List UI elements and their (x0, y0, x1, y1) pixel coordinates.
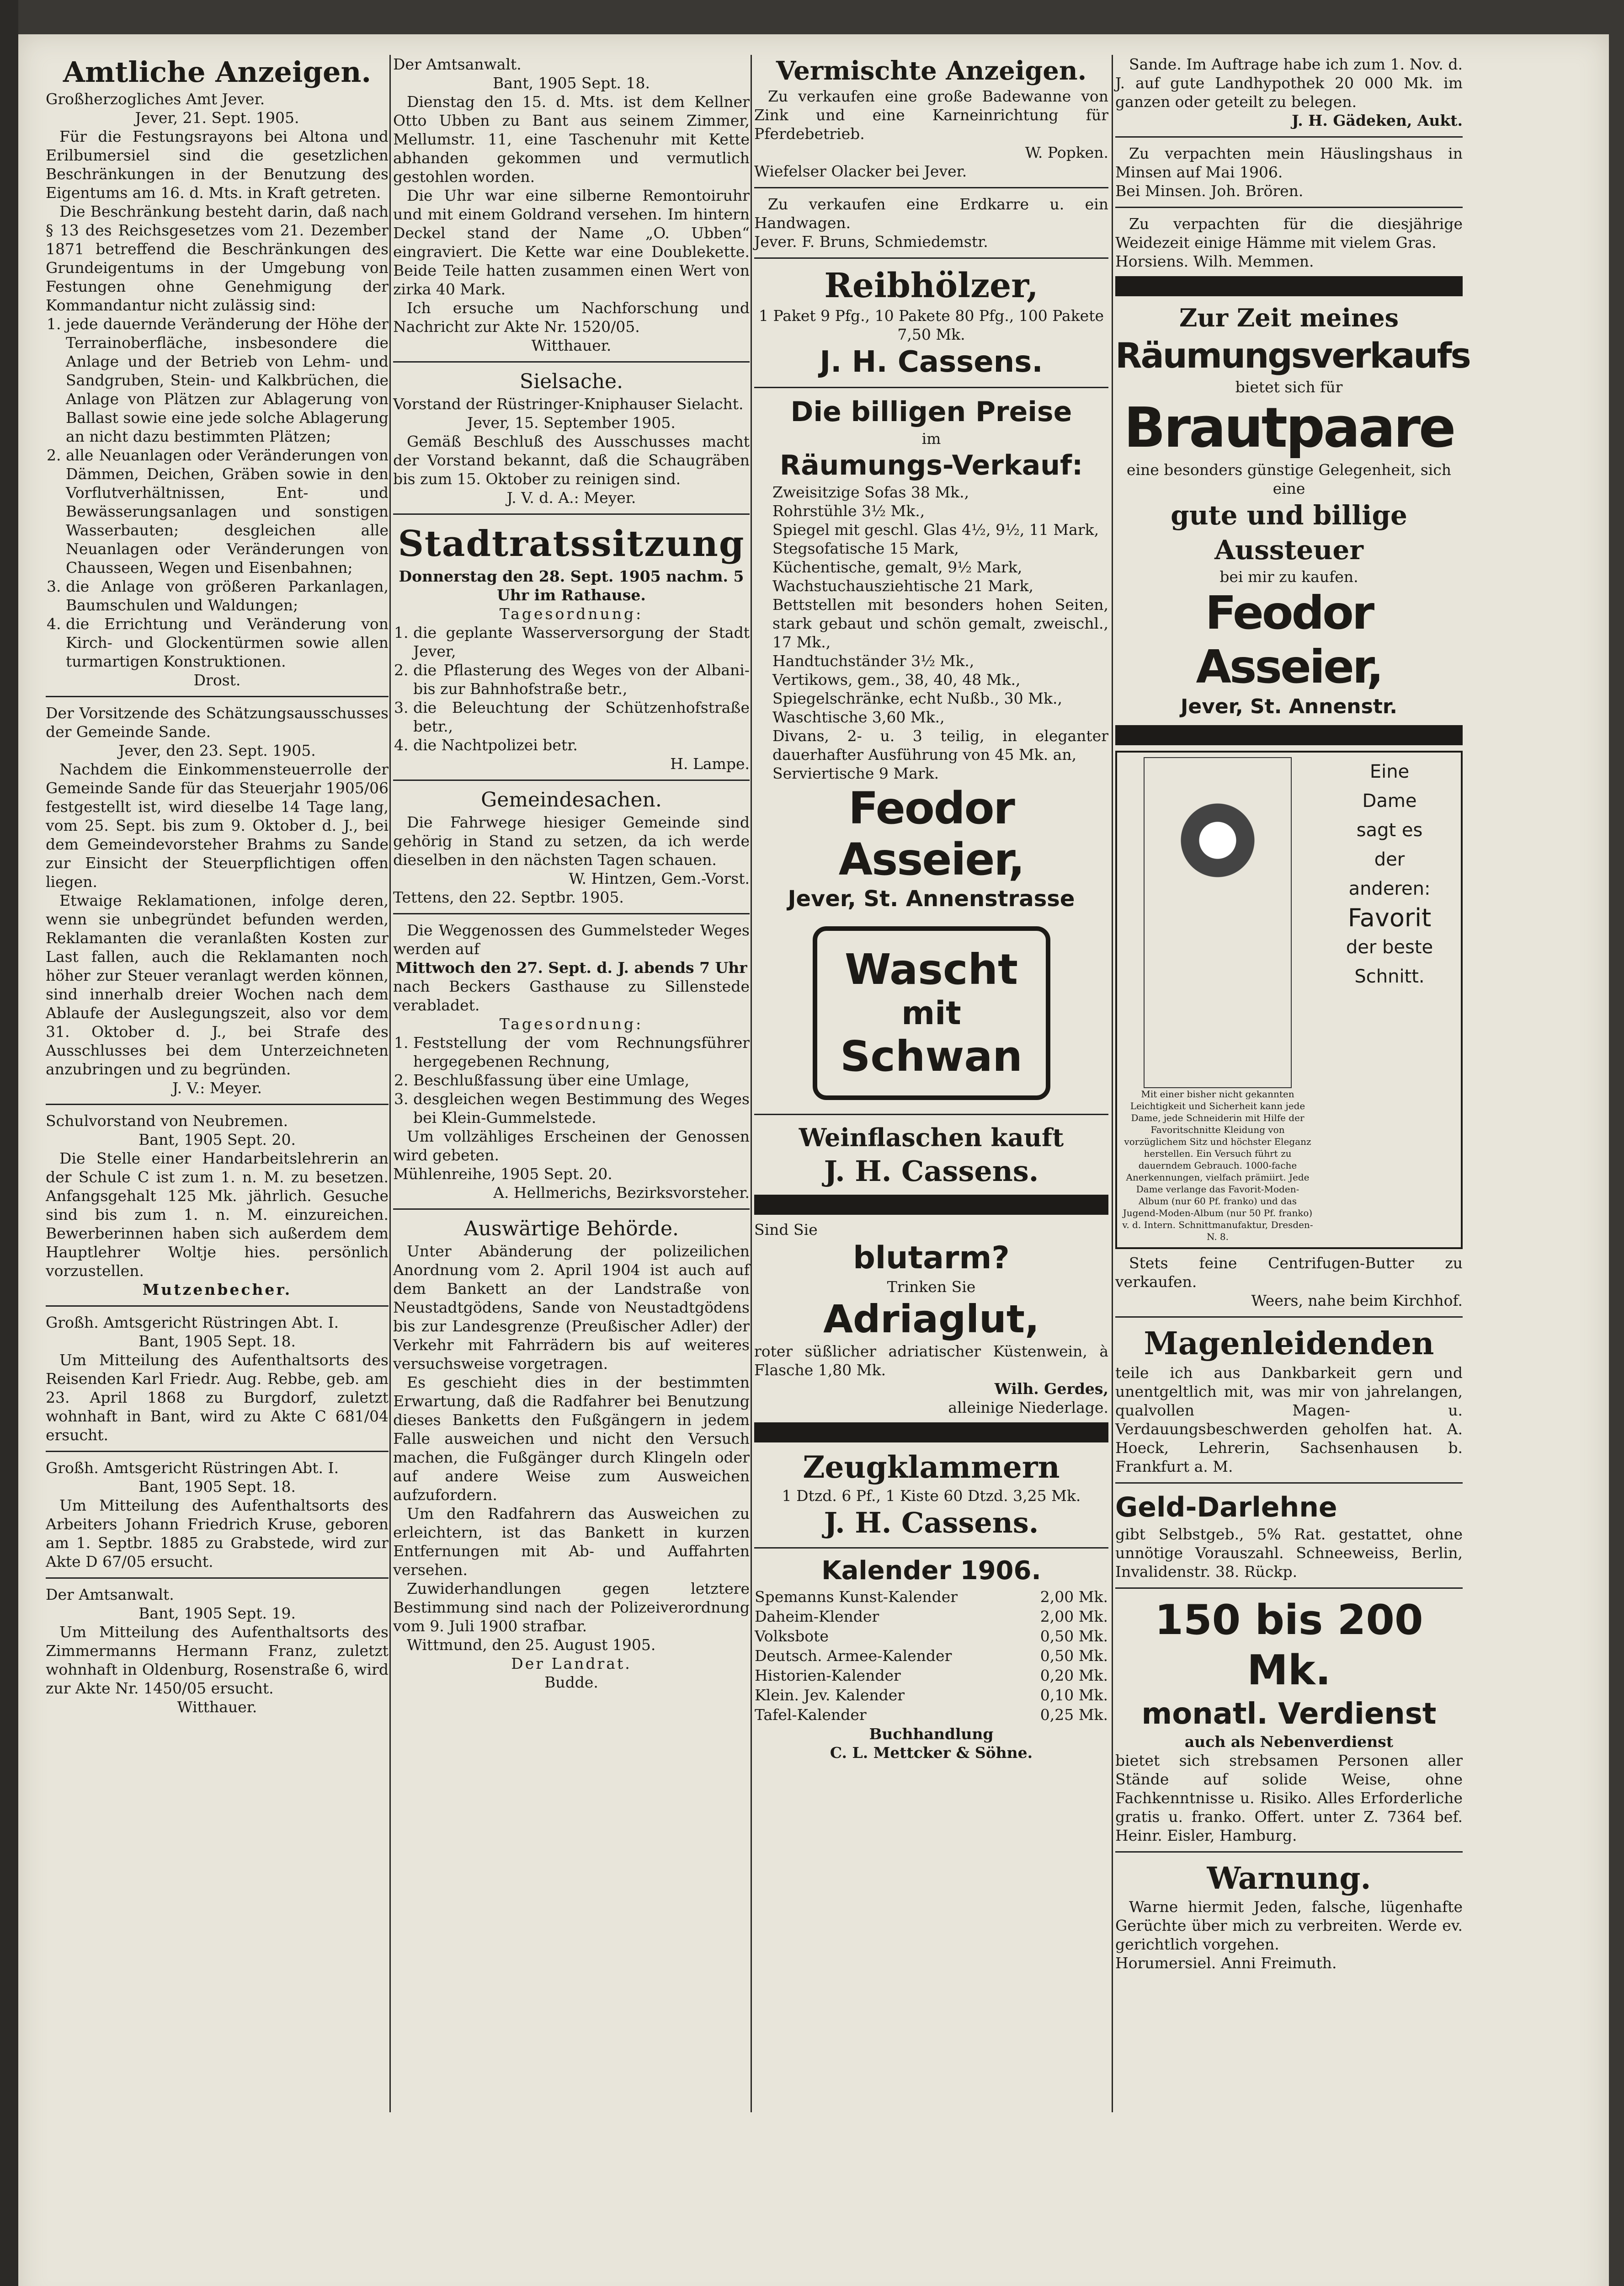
table-cell: Daheim-Klender (755, 1608, 879, 1625)
favorit-ad-left (1122, 757, 1314, 1243)
notice-signature: Mutzenbecher. (142, 1281, 292, 1298)
notice-signature: J. V.: Meyer. (172, 1079, 262, 1097)
ad-title: Die billigen Preise (790, 396, 1072, 428)
notice-body: Die Fahrwege hiesiger Gemeinde sind gehörig in Stand zu setzen, da ich werde dieselben in den nächsten Tagen schauen. (393, 813, 750, 869)
ad-text: Eine (1369, 761, 1410, 782)
ad-title: monatl. Verdienst (1141, 1697, 1437, 1731)
divider (1115, 1851, 1463, 1853)
notice-date: Bant, 1905 Sept. 19. (138, 1604, 296, 1622)
lady-illustration (1144, 757, 1292, 1088)
divider (1115, 207, 1463, 208)
notice-date: Mühlenreihe, 1905 Sept. 20. (393, 1165, 612, 1183)
table-row (754, 1666, 1108, 1685)
ad-address: Jever, St. Annenstr. (1181, 695, 1397, 718)
notice-body: Die Uhr war eine silberne Remontoiruhr und mit einem Goldrand versehen. Im hintern Deckel stand der Name „O. Ubben“ eingraviert. Die Kette war eine Doublekette. Beide Teile hatten zusammen einen Wert von zirka 40 Mark. (393, 187, 750, 298)
notice-signature: Budde. (544, 1673, 598, 1691)
divider (46, 1577, 389, 1579)
divider (754, 387, 1108, 388)
table-cell: 0,10 Mk. (1040, 1686, 1108, 1704)
ad-place: Wiefelser Olacker bei Jever. (754, 162, 967, 180)
ad-firm: J. H. Cassens. (820, 345, 1043, 379)
ad-body: roter süßlicher adriatischer Küstenwein, à Flasche 1,80 Mk. (754, 1342, 1108, 1379)
ad-signature: Weers, nahe beim Kirchhof. (1251, 1292, 1463, 1309)
notice-signature: W. Hintzen, Gem.-Vorst. (569, 870, 750, 887)
notice-heading: Großh. Amtsgericht Rüstringen Abt. I. (46, 1459, 339, 1477)
table-cell: 0,25 Mk. (1040, 1706, 1108, 1724)
notice-body: Um den Radfahrern das Ausweichen zu erleichtern, ist das Bankett in kurzen Entfernungen mit Ab- und Auffahrten versehen. (393, 1505, 750, 1579)
section-title: Vermischte Anzeigen. (776, 56, 1087, 86)
ad-text: Dame (1362, 790, 1417, 812)
notice-heading: Der Amtsanwalt. (393, 55, 522, 73)
ad-body: gibt Selbstgeb., 5% Rat. gestattet, ohne unnötige Vorauszahl. Schneeweiss, Berlin, Invalidenstr. 38. Rückp. (1115, 1525, 1463, 1581)
divider (393, 513, 750, 515)
calendar-price-table (754, 1587, 1108, 1725)
agenda-label: Tagesordnung: (499, 1015, 644, 1033)
notice-heading: Schulvorstand von Neubremen. (46, 1112, 288, 1130)
notice-date: Jever, den 23. Sept. 1905. (118, 742, 316, 759)
divider (46, 696, 389, 697)
ad-firm: J. H. Cassens. (824, 1506, 1039, 1539)
notice-body: Nachdem die Einkommensteuerrolle der Gemeinde Sande für das Steuerjahr 1905/06 festgestellt ist, wird dieselbe 14 Tage lang, vom 25. Sept. bis zum 9. Oktober d. J., bei dem Gemeindevorsteher Brahms zu Sande zur Einsicht der Steuerpflichtigen offen liegen. (46, 760, 389, 891)
section-title: Amtliche Anzeigen. (63, 55, 372, 89)
notice-signature: J. V. d. A.: Meyer. (506, 489, 636, 507)
divider (1115, 1587, 1463, 1589)
table-cell: 2,00 Mk. (1040, 1608, 1108, 1625)
notice-date: Jever, 15. September 1905. (467, 414, 676, 432)
ad-text: anderen: (1348, 878, 1431, 899)
notice-signature: H. Lampe. (670, 755, 750, 773)
notice-body: Um Mitteilung des Aufenthaltsorts des Arbeiters Johann Friedrich Kruse, geboren am 1. Septbr. 1885 zu Grabstede, wird zur Akte D 67/05 ersucht. (46, 1496, 389, 1570)
ad-text: auch als Nebenverdienst (1184, 1733, 1394, 1751)
list-item: 3. die Anlage von größeren Parkanlagen, Baumschulen und Waldungen; (66, 577, 389, 614)
ad-brand: Favorit (1347, 903, 1432, 932)
ad-text: Zur Zeit meines (1179, 303, 1399, 332)
ad-title: Reibhölzer, (824, 266, 1038, 305)
list-item: Zweisitzige Sofas 38 Mk., (772, 483, 969, 501)
table-cell: 2,00 Mk. (1040, 1588, 1108, 1606)
section-title: Sielsache. (519, 370, 623, 393)
ad-small-print: Mit einer bisher nicht gekannten Leichtigkeit und Sicherheit kann jede Dame, jede Schneiderin mit Hilfe der Favoritschnitte Kleidung von vorzüglichem Sitz und höchster Eleganz herstellen. Ein Versuch führt zu dauerndem Gebrauch. 1000-fache Anerkennungen, vielfach prämiirt. Jede Dame verlange das Favorit-Moden-Album (nur 60 Pf. franko) und das Jugend-Moden-Album (nur 50 Pf. franko) v. d. Intern. Schnittmanufaktur, Dresden-N. 8. (1122, 1089, 1313, 1242)
table-cell: Deutsch. Armee-Kalender (755, 1647, 952, 1665)
notice-date: Jever, 21. Sept. 1905. (135, 109, 299, 127)
ad-title: blutarm? (853, 1240, 1010, 1276)
notice-heading: Großh. Amtsgericht Rüstringen Abt. I. (46, 1314, 339, 1331)
ad-title: 150 bis 200 Mk. (1155, 1596, 1423, 1694)
table-cell: Spemanns Kunst-Kalender (755, 1588, 958, 1606)
table-row (754, 1705, 1108, 1725)
table-row (754, 1685, 1108, 1705)
favorit-ad-box (1115, 751, 1463, 1249)
agenda-label: Tagesordnung: (499, 605, 644, 623)
column-rule (751, 55, 752, 2112)
favorit-ad-right (1323, 757, 1456, 1243)
notice-body: Etwaige Reklamationen, infolge deren, wenn sie unbegründet befunden werden, Reklamanten die veranlaßten Kosten zur Last fallen, auch die Reklamanten noch höher zur Steuer veranlagt werden können, sind innerhalb dreier Wochen nach dem Ablaufe der Auslegungszeit, also vor dem 31. Oktober d. J., bei Strafe des Ausschlusses bei dem Unterzeichneten anzubringen und zu begründen. (46, 892, 389, 1078)
notice-body: Die Beschränkung besteht darin, daß nach § 13 des Reichsgesetzes vom 21. Dezember 1871 betreffend die Beschränkungen des Grundeigentums in der Umgebung von Festungen ohne Genehmigung der Kommandantur nicht zulässig sind: (46, 203, 389, 314)
list-item: 4. die Errichtung und Veränderung von Kirch- und Glockentürmen sowie allen turmartigen Konstruktionen. (66, 614, 389, 671)
notice-body: Die Stelle einer Handarbeitslehrerin an der Schule C ist zum 1. n. M. zu besetzen. Anfangsgehalt 125 Mk. jährlich. Gesuche sind bis zum 1. n. M. einzureichen. Bewerberinnen haben sich außerdem dem Hauptlehrer Woltje hies. persönlich vorzustellen. (46, 1149, 389, 1280)
ad-title: Schwan (840, 1032, 1022, 1081)
divider (1115, 1482, 1463, 1484)
notice-heading: Vorstand der Rüstringer-Kniphauser Sielacht. (393, 395, 744, 413)
ad-brand: Adriaglut, (823, 1297, 1039, 1341)
column-rule (1112, 55, 1113, 2112)
notice-body: Die Weggenossen des Gummelsteder Weges werden auf (393, 921, 750, 958)
notice-list (46, 315, 389, 671)
ad-firm: alleinige Niederlage. (948, 1399, 1108, 1416)
ad-firm: C. L. Mettcker & Söhne. (830, 1744, 1033, 1762)
divider (46, 1305, 389, 1307)
ad-text: Schnitt. (1354, 966, 1425, 987)
ad-body: Zu verpachten mein Häuslingshaus in Minsen auf Mai 1906. (1115, 144, 1463, 181)
ad-text: im (921, 430, 941, 448)
ad-text: der beste (1346, 937, 1433, 958)
column-rule (389, 55, 391, 2112)
section-title: Auswärtige Behörde. (464, 1217, 679, 1240)
column-1 (46, 55, 389, 1716)
notice-signature: A. Hellmerichs, Bezirksvorsteher. (493, 1184, 750, 1202)
list-item: Serviertische 9 Mark. (772, 764, 939, 782)
ad-text: Sind Sie (754, 1221, 818, 1239)
notice-heading: Der Vorsitzende des Schätzungsausschusses der Gemeinde Sande. (46, 704, 389, 741)
notice-date: Bant, 1905 Sept. 20. (138, 1131, 296, 1148)
ad-title: Räumungs-Verkauf: (779, 449, 1083, 481)
ad-text: eine besonders günstige Gelegenheit, sich eine (1126, 461, 1452, 497)
notice-body: Um Mitteilung des Aufenthaltsorts des Reisenden Karl Friedr. Aug. Rebbe, geb. am 23. April 1868 zu Burgdorf, zuletzt wohnhaft in Bant, wird zu Akte C 681/04 ersucht. (46, 1351, 389, 1444)
section-title: Gemeindesachen. (481, 788, 662, 812)
ad-text: bei mir zu kaufen. (1219, 568, 1358, 586)
list-item: 1. Feststellung der vom Rechnungsführer hergegebenen Rechnung, (413, 1033, 750, 1071)
ad-firm: J. H. Cassens. (824, 1154, 1039, 1188)
ad-title: Weinflaschen kauft (799, 1123, 1064, 1152)
notice-signature: Drost. (193, 671, 241, 689)
ad-signature: W. Popken. (1025, 144, 1108, 161)
ad-text: Trinken Sie (887, 1278, 976, 1296)
ad-text: bietet sich für (1235, 378, 1343, 396)
ad-body: 1 Dtzd. 6 Pf., 1 Kiste 60 Dtzd. 3,25 Mk. (782, 1487, 1081, 1505)
table-cell: Tafel-Kalender (755, 1706, 867, 1724)
meeting-time: Donnerstag den 28. Sept. 1905 nachm. 5 Uhr im Rathause. (399, 567, 744, 604)
black-bar (1115, 725, 1463, 745)
ad-address: Jever, St. Annenstrasse (788, 886, 1075, 912)
ad-signature: Horsiens. Wilh. Memmen. (1115, 252, 1314, 270)
notice-body: Dienstag den 15. d. Mts. ist dem Kellner Otto Ubben zu Bant aus seinem Zimmer, Mellumstr. 11, eine Taschenuhr mit Kette abhanden gekommen und vermutlich gestohlen worden. (393, 93, 750, 186)
table-row (754, 1607, 1108, 1626)
list-item: Küchentische, gemalt, 9½ Mark, (772, 558, 1022, 576)
list-item: 1. die geplante Wasserversorgung der Stadt Jever, (413, 623, 750, 661)
ad-body: bietet sich strebsamen Personen aller Stände auf solide Weise, ohne Fachkenntnisse u. Risiko. Alles Erforderliche gratis u. franko. Offert. unter Z. 7364 bef. Heinr. Eisler, Hamburg. (1115, 1752, 1463, 1844)
notice-body: Es geschieht dies in der bestimmten Erwartung, daß die Radfahrer bei Benutzung dieses Banketts den Fußgängern in jedem Falle ausweichen und nicht den Versuch machen, die Fußgänger durch Klingeln oder auf andere Weise zum Ausweichen aufzufordern. (393, 1373, 750, 1504)
ad-title: Kalender 1906. (821, 1556, 1041, 1586)
notice-signature: Der Landrat. (511, 1655, 632, 1672)
column-3 (754, 55, 1108, 1762)
ad-body: Stets feine Centrifugen-Butter zu verkaufen. (1115, 1254, 1463, 1291)
ad-body: Zu verkaufen eine Erdkarre u. ein Handwagen. (754, 195, 1108, 232)
table-cell: Volksbote (755, 1627, 829, 1645)
black-bar (1115, 276, 1463, 296)
ad-title: mit (901, 994, 961, 1032)
notice-heading: Der Amtsanwalt. (46, 1586, 174, 1603)
table-cell: Klein. Jev. Kalender (755, 1686, 905, 1704)
list-item: 3. desgleichen wegen Bestimmung des Weges bei Klein-Gummelstede. (413, 1090, 750, 1127)
ad-signature: Bei Minsen. Joh. Brören. (1115, 182, 1304, 200)
agenda-list (393, 623, 750, 754)
column-2 (393, 55, 750, 1692)
notice-date: Tettens, den 22. Septbr. 1905. (393, 888, 624, 906)
divider (393, 913, 750, 914)
list-item: Spiegelschränke, echt Nußb., 30 Mk., (772, 689, 1062, 707)
divider (754, 187, 1108, 188)
ad-signature: Jever. F. Bruns, Schmiedemstr. (754, 233, 988, 251)
schwan-ad-box (813, 926, 1050, 1100)
notice-body: Zuwiderhandlungen gegen letztere Bestimmung sind nach der Polizeiverordnung vom 9. Juli 1900 strafbar. (393, 1580, 750, 1635)
notice-signature: Witthauer. (177, 1698, 257, 1716)
ad-body: 1 Paket 9 Pfg., 10 Pakete 80 Pfg., 100 Pakete 7,50 Mk. (758, 307, 1104, 343)
list-item: Handtuchständer 3½ Mk., (772, 652, 974, 670)
list-item: 2. Beschlußfassung über eine Umlage, (413, 1071, 750, 1090)
divider (1115, 1316, 1463, 1318)
ad-firm: Wilh. Gerdes, (994, 1380, 1108, 1398)
notice-body: Gemäß Beschluß des Ausschusses macht der Vorstand bekannt, daß die Schaugräben bis zum 15. Oktober zu reinigen sind. (393, 433, 750, 488)
ad-text: sagt es (1356, 820, 1423, 841)
ad-title: Räumungsverkaufs (1115, 335, 1470, 376)
table-cell: 0,50 Mk. (1040, 1627, 1108, 1645)
notice-date: Bant, 1905 Sept. 18. (138, 1478, 296, 1496)
list-item: Rohrstühle 3½ Mk., (772, 502, 925, 520)
ad-body: Zu verpachten für die diesjährige Weidezeit einige Hämme mit vielem Gras. (1115, 215, 1463, 251)
divider (393, 361, 750, 363)
ad-body: Sande. Im Auftrage habe ich zum 1. Nov. d. J. auf gute Landhypothek 20 000 Mk. im ganzen oder geteilt zu belegen. (1115, 55, 1463, 111)
list-item: 4. die Nachtpolizei betr. (413, 736, 750, 754)
divider (393, 1208, 750, 1210)
ad-firm: Feodor Asseier, (838, 783, 1024, 885)
list-item: Waschtische 3,60 Mk., (772, 708, 945, 726)
ad-firm: Feodor Asseier, (1196, 586, 1382, 694)
black-bar (754, 1195, 1108, 1215)
list-item: 1. jede dauernde Veränderung der Höhe der Terrainoberfläche, insbesondere die Anlage und der Betrieb von Lehm- und Sandgruben, Stein- und Kalkbrüchen, die Anlage von Plätzen zur Ablagerung von Ballast sowie eine jede solche Ablagerung an nicht dazu bestimmten Plätzen; (66, 315, 389, 446)
divider (393, 780, 750, 781)
table-cell: Historien-Kalender (755, 1666, 901, 1684)
ad-title: Magenleidenden (1144, 1325, 1434, 1362)
list-item: Stegsofatische 15 Mark, (772, 539, 959, 557)
divider (754, 1114, 1108, 1115)
notice-body: Unter Abänderung der polizeilichen Anordnung vom 2. April 1904 ist auch auf dem Bankett an der Landstraße von Neustadtgödens, Sande von Neustadtgödens bis zur Landesgrenze (Preußischer Adler) der Verkehr mit Fahrrädern bis auf weiteres versuchsweise vorgetragen. (393, 1242, 750, 1373)
notice-body: Um Mitteilung des Aufenthaltsorts des Zimmermanns Hermann Franz, zuletzt wohnhaft in Oldenburg, Rosenstraße 6, wird zur Akte Nr. 1450/05 ersucht. (46, 1623, 389, 1697)
list-item: 3. die Beleuchtung der Schützenhofstraße betr., (413, 698, 750, 736)
divider (754, 1547, 1108, 1549)
notice-body: Um vollzähliges Erscheinen der Genossen wird gebeten. (393, 1127, 750, 1164)
ad-title: Zeugklammern (803, 1449, 1060, 1485)
ad-title: Warnung. (1207, 1860, 1371, 1896)
notice-date: Bant, 1905 Sept. 18. (493, 74, 650, 92)
notice-body: Für die Festungsrayons bei Altona und Erilbumersiel sind die gesetzlichen Beschränkungen in der Benutzung des Eigentums am 16. d. Mts. in Kraft getreten. (46, 128, 389, 202)
list-item: 2. die Pflasterung des Weges von der Albani- bis zur Bahnhofstraße betr., (413, 661, 750, 698)
page-binding-edge (0, 0, 18, 2286)
list-item: Vertikows, gem., 38, 40, 48 Mk., (772, 671, 1021, 689)
ad-title: Wascht (844, 945, 1018, 994)
section-title: Stadtratssitzung (398, 523, 745, 565)
notice-signature: Witthauer. (531, 336, 612, 354)
notice-body: nach Beckers Gasthause zu Sillenstede verabladet. (393, 977, 750, 1014)
ad-body: teile ich aus Dankbarkeit gern und unentgeltlich mit, was mir von jahrelangen, qualvollen Magen- u. Verdauungsbeschwerden geholfen hat. A. Hoeck, Lehrerin, Sachsenhausen b. Frankfurt a. M. (1115, 1364, 1463, 1475)
notice-date: Bant, 1905 Sept. 18. (138, 1332, 296, 1350)
notice-heading: Großherzogliches Amt Jever. (46, 90, 265, 108)
table-cell: 0,20 Mk. (1040, 1666, 1108, 1684)
list-item: Wachstuchausziehtische 21 Mark, (772, 577, 1033, 595)
notice-date: Wittmund, den 25. August 1905. (407, 1636, 656, 1654)
ad-body: Warne hiermit Jeden, falsche, lügenhafte Gerüchte über mich zu verbreiten. Werde ev. gerichtlich vorgehen. (1115, 1898, 1463, 1953)
table-row (754, 1646, 1108, 1666)
table-row (754, 1626, 1108, 1646)
ad-title: Brautpaare (1123, 396, 1454, 460)
divider (1115, 136, 1463, 138)
divider (46, 1451, 389, 1452)
ad-signature: Horumersiel. Anni Freimuth. (1115, 1954, 1337, 1972)
list-item: Spiegel mit geschl. Glas 4½, 9½, 11 Mark, (772, 521, 1099, 539)
ad-title: Geld-Darlehne (1115, 1491, 1337, 1523)
table-cell: 0,50 Mk. (1040, 1647, 1108, 1665)
price-list (754, 483, 1108, 783)
ad-body: Zu verkaufen eine große Badewanne von Zink und eine Karneinrichtung für Pferdebetrieb. (754, 87, 1108, 143)
divider (46, 1104, 389, 1105)
table-row (754, 1587, 1108, 1607)
ad-text: Buchhandlung (869, 1725, 994, 1743)
ad-text: der (1374, 849, 1405, 870)
agenda-list (393, 1033, 750, 1127)
list-item: 2. alle Neuanlagen oder Veränderungen von Dämmen, Deichen, Gräben sowie in den Vorflutverhältnissen, Ent- und Bewässerungsanlagen und sonstigen Wasserbauten; desgleichen alle Neuanlagen oder Veränderungen von Chausseen, Wegen und Eisenbahnen; (66, 446, 389, 577)
column-4 (1115, 55, 1470, 1972)
ad-signature: J. H. Gädeken, Aukt. (1292, 112, 1463, 129)
meeting-time: Mittwoch den 27. Sept. d. J. abends 7 Uhr (395, 959, 747, 977)
notice-body: Ich ersuche um Nachforschung und Nachricht zur Akte Nr. 1520/05. (393, 299, 750, 336)
list-item: Bettstellen mit besonders hohen Seiten, stark gebaut und schön gemalt, zweischl., 17 Mk., (772, 596, 1108, 651)
list-item: Divans, 2- u. 3 teilig, in eleganter dauerhafter Ausführung von 45 Mk. an, (772, 727, 1108, 764)
ad-title: gute und billige Aussteuer (1171, 500, 1407, 566)
divider (754, 257, 1108, 259)
black-bar (754, 1422, 1108, 1442)
